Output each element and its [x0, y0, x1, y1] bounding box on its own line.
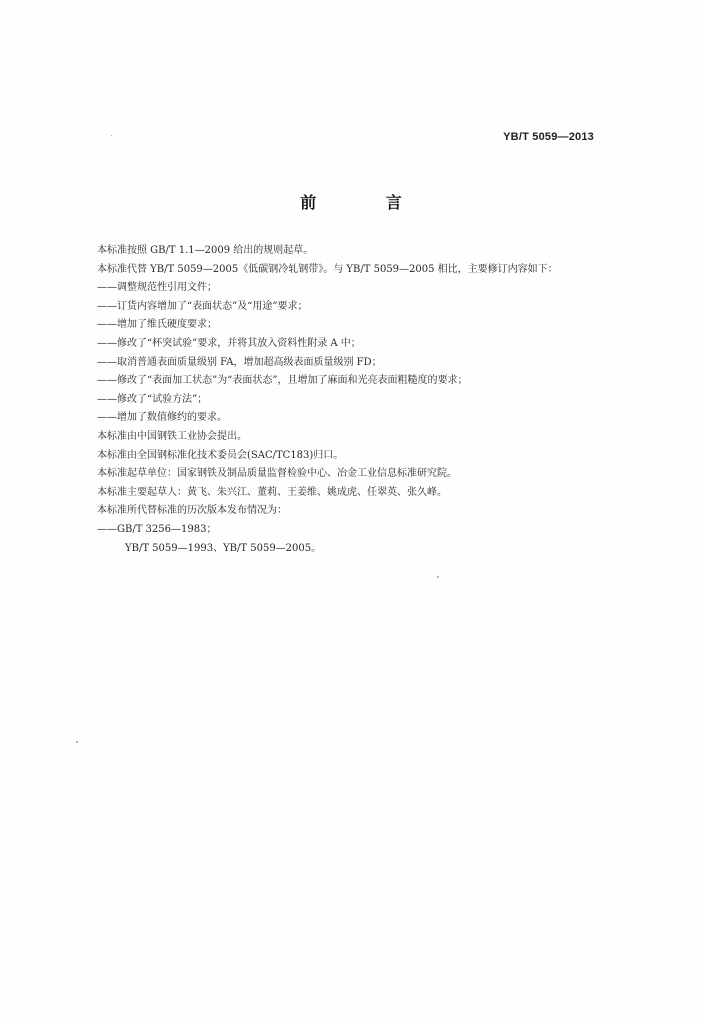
standard-code: YB/T 5059—2013 — [503, 131, 594, 143]
text-line: 本标准由全国钢标准化技术委员会(SAC/TC183)归口。 — [97, 449, 344, 461]
list-item: ——增加了数值修约的要求。 — [97, 412, 227, 424]
list-item: ——GB/T 3256—1983； — [97, 523, 217, 535]
text-line: 本标准主要起草人：黄飞、朱兴江、董莉、王姜维、姚成虎、任翠英、张久峰。 — [97, 486, 447, 498]
text-line: 本标准代替 YB/T 5059—2005《低碳钢冷轧钢带》。与 YB/T 5059—2005 相比，主要修订内容如下： — [97, 263, 558, 275]
list-item: ——取消普通表面质量级别 FA，增加超高级表面质量级别 FD； — [97, 356, 382, 368]
text-line: 本标准按照 GB/T 1.1—2009 给出的规则起草。 — [97, 245, 314, 256]
scan-speck — [111, 135, 112, 136]
foreword-body — [97, 242, 617, 558]
page-title: 前 言 — [300, 193, 434, 212]
scan-speck — [76, 741, 78, 743]
text-line: 本标准起草单位：国家钢铁及制品质量监督检验中心、冶金工业信息标准研究院。 — [97, 468, 457, 480]
text-line: 本标准所代替标准的历次版本发布情况为： — [97, 505, 287, 517]
list-item: ——修改了“表面加工状态”为“表面状态”，且增加了麻面和光亮表面粗糙度的要求； — [97, 375, 468, 387]
list-item: ——修改了“杯突试验”要求，并将其放入资料性附录 A 中； — [97, 337, 361, 349]
scan-speck — [437, 576, 439, 578]
list-item: ——订货内容增加了“表面状态”及“用途”要求； — [97, 300, 308, 312]
list-item: YB/T 5059—1993、YB/T 5059—2005。 — [125, 542, 322, 554]
list-item: ——调整规范性引用文件； — [97, 282, 217, 294]
list-item: ——修改了“试验方法”； — [97, 393, 208, 405]
list-item: ——增加了维氏硬度要求； — [97, 319, 217, 331]
text-line: 本标准由中国钢铁工业协会提出。 — [97, 430, 247, 442]
